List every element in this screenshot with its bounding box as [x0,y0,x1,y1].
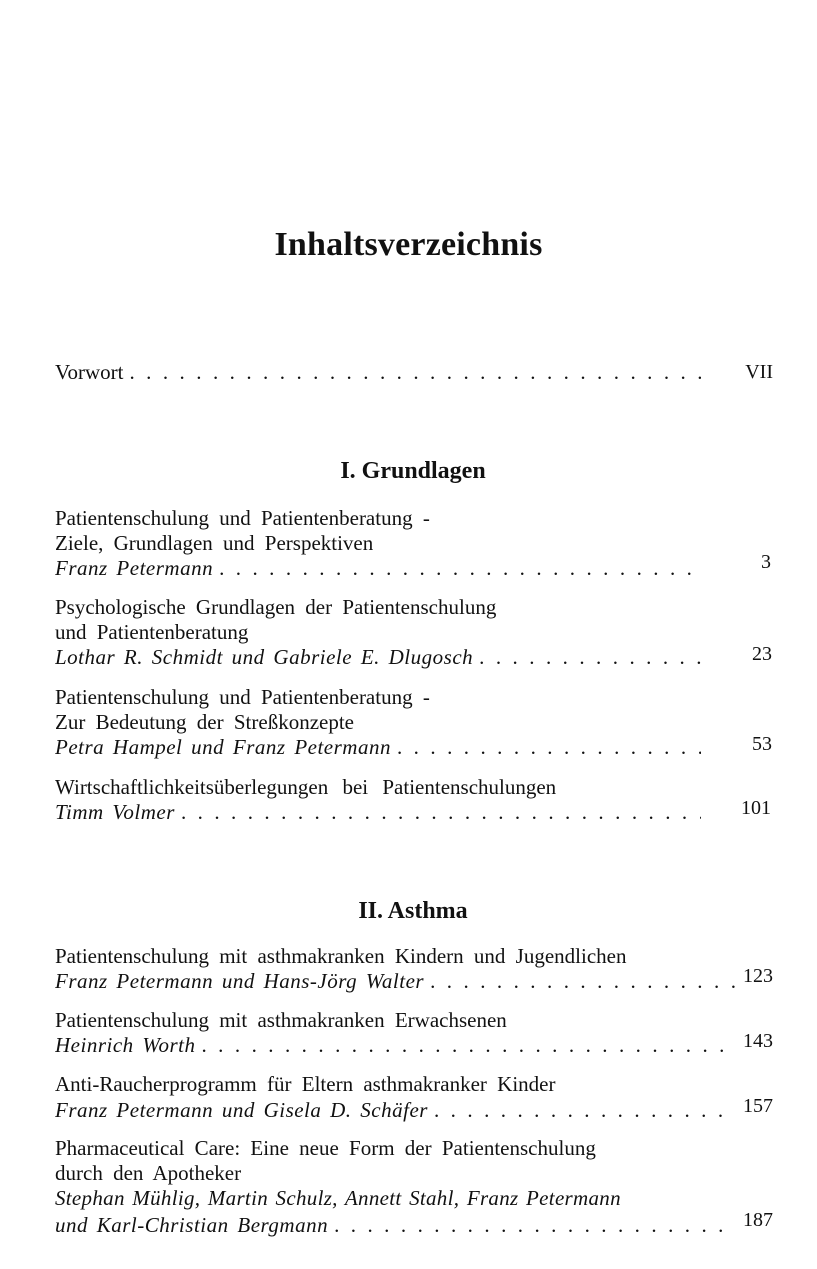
toc-entry[interactable] [55,733,701,761]
dot-leader [334,1211,735,1239]
entry-authors: Franz Petermann und Hans-Jörg Walter [55,969,425,993]
toc-entry[interactable] [55,1211,735,1239]
page-number: 187 [743,1209,773,1231]
entry-title-line: Ziele, Grundlagen und Perspektiven [55,531,374,555]
dot-leader [219,554,701,582]
page-number: 3 [761,551,771,573]
page-number: 157 [743,1095,773,1117]
page-number: 101 [741,797,771,819]
entry-title-line: Pharmaceutical Care: Eine neue Form der Patientenschulung [55,1136,596,1160]
entry-authors: Lothar R. Schmidt und Gabriele E. Dlugosch [55,645,474,669]
entry-title-line: Wirtschaftlichkeitsüberlegungen bei Patientenschulungen [55,775,557,799]
entry-title-line: durch den Apotheker [55,1161,242,1185]
toc-entry[interactable] [55,1031,735,1059]
entry-authors: Franz Petermann [55,556,214,580]
dot-leader [181,798,701,826]
section-heading-grundlagen: I. Grundlagen [340,458,486,484]
dot-leader [129,358,701,386]
dot-leader [479,643,705,671]
page-title: Inhaltsverzeichnis [274,226,543,263]
entry-title-line: Psychologische Grundlagen der Patientenschulung [55,595,497,619]
preface-label: Vorwort [55,360,124,384]
entry-title-line: Zur Bedeutung der Streßkonzepte [55,710,354,734]
entry-authors-line: Stephan Mühlig, Martin Schulz, Annett Stahl, Franz Petermann [55,1186,621,1210]
section-heading-asthma: II. Asthma [358,898,468,924]
entry-title-line: Patientenschulung und Patientenberatung - [55,506,430,530]
entry-authors: und Karl-Christian Bergmann [55,1213,329,1237]
dot-leader [201,1031,735,1059]
page-number: 53 [752,733,772,755]
toc-entry[interactable] [55,554,701,582]
page-number: 143 [743,1030,773,1052]
entry-title-line: Patientenschulung mit asthmakranken Erwachsenen [55,1008,507,1032]
dot-leader [397,733,701,761]
toc-entry[interactable] [55,798,701,826]
entry-title-line: und Patientenberatung [55,620,249,644]
toc-entry[interactable] [55,967,735,995]
page-number: 123 [743,965,773,987]
page-number: 23 [752,643,772,665]
toc-entry[interactable] [55,643,705,671]
entry-title-line: Patientenschulung mit asthmakranken Kindern und Jugendlichen [55,944,627,968]
entry-title-line: Patientenschulung und Patientenberatung - [55,685,430,709]
entry-title-line: Anti-Raucherprogramm für Eltern asthmakranker Kinder [55,1072,556,1096]
toc-entry[interactable] [55,1096,735,1124]
entry-authors: Heinrich Worth [55,1033,196,1057]
page-number: VII [745,361,773,383]
entry-authors: Petra Hampel und Franz Petermann [55,735,391,759]
entry-authors: Timm Volmer [55,800,175,824]
entry-authors: Franz Petermann und Gisela D. Schäfer [55,1098,428,1122]
dot-leader [430,967,735,995]
dot-leader [434,1096,735,1124]
toc-entry-preface[interactable] [55,358,701,386]
